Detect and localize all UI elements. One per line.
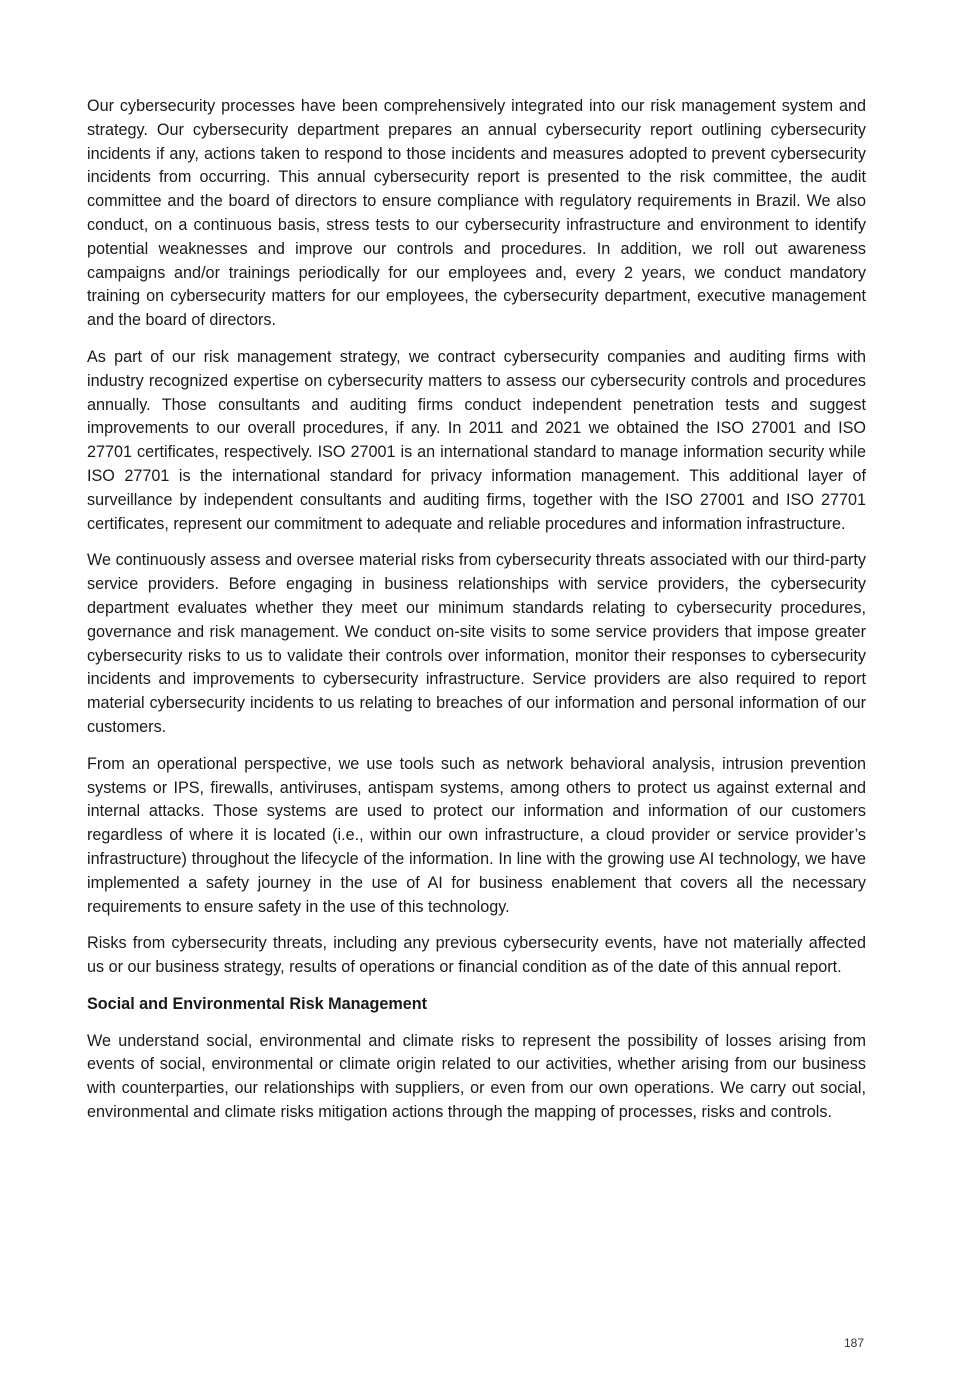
page-content [87, 95, 866, 1138]
operational-perspective-paragraph: From an operational perspective, we use tools such as network behavioral analysis, intrusion prevention systems or IPS, firewalls, antiviruses, antispam systems, among others to protect us against external and internal attacks. Those systems are used to protect our information and information of our customers regardless of where it is located (i.e., within our own infrastructure, a cloud provider or service provider’s infrastructure) throughout the lifecycle of the information. In line with the growing use AI technology, we have implemented a safety journey in the use of AI for business enablement that covers all the necessary requirements to ensure safety in the use of this technology. [87, 754, 866, 916]
section-heading: Social and Environmental Risk Management [87, 994, 428, 1013]
page-number: 187 [843, 1336, 864, 1350]
third-party-risk-paragraph: We continuously assess and oversee material risks from cybersecurity threats associated with our third-party service providers. Before engaging in business relationships with service providers, the cybersecurity department evaluates whether they meet our minimum standards relating to cybersecurity procedures, governance and risk management. We conduct on-site visits to some service providers that impose greater cybersecurity risks to us to validate their controls over information, monitor their responses to cybersecurity incidents and improvements to cybersecurity infrastructure. Service providers are also required to report material cybersecurity incidents to us relating to breaches of our information and personal information of our customers. [87, 551, 866, 736]
social-environmental-paragraph: We understand social, environmental and climate risks to represent the possibility of losses arising from events of social, environmental or climate origin related to our activities, whether arising from our business with counterparties, our relationships with suppliers, or even from our own operations. We carry out social, environmental and climate risks mitigation actions through the mapping of processes, risks and controls. [87, 1031, 866, 1122]
risk-impact-paragraph: Risks from cybersecurity threats, including any previous cybersecurity events, have not materially affected us or our business strategy, results of operations or financial condition as of the date of this annual report. [87, 934, 866, 977]
cybersecurity-processes-paragraph: Our cybersecurity processes have been comprehensively integrated into our risk management system and strategy. Our cybersecurity department prepares an annual cybersecurity report outlining cybersecurity incidents if any, actions taken to respond to those incidents and measures adopted to prevent cybersecurity incidents from occurring. This annual cybersecurity report is presented to the risk committee, the audit committee and the board of directors to ensure compliance with regulatory requirements in Brazil. We also conduct, on a continuous basis, stress tests to our cybersecurity infrastructure and environment to identify potential weaknesses and improve our controls and procedures. In addition, we roll out awareness campaigns and/or trainings periodically for our employees and, every 2 years, we conduct mandatory training on cybersecurity matters for our employees, the cybersecurity department, executive management and the board of directors. [87, 97, 866, 330]
risk-strategy-paragraph: As part of our risk management strategy, we contract cybersecurity companies and auditing firms with industry recognized expertise on cybersecurity matters to assess our cybersecurity controls and procedures annually. Those consultants and auditing firms conduct independent penetration tests and suggest improvements to our overall procedures, if any. In 2011 and 2021 we obtained the ISO 27001 and ISO 27701 certificates, respectively. ISO 27001 is an international standard to manage information security while ISO 27701 is the international standard for privacy information management. This additional layer of surveillance by independent consultants and auditing firms, together with the ISO 27001 and ISO 27701 certificates, represent our commitment to adequate and reliable procedures and information infrastructure. [87, 347, 866, 533]
